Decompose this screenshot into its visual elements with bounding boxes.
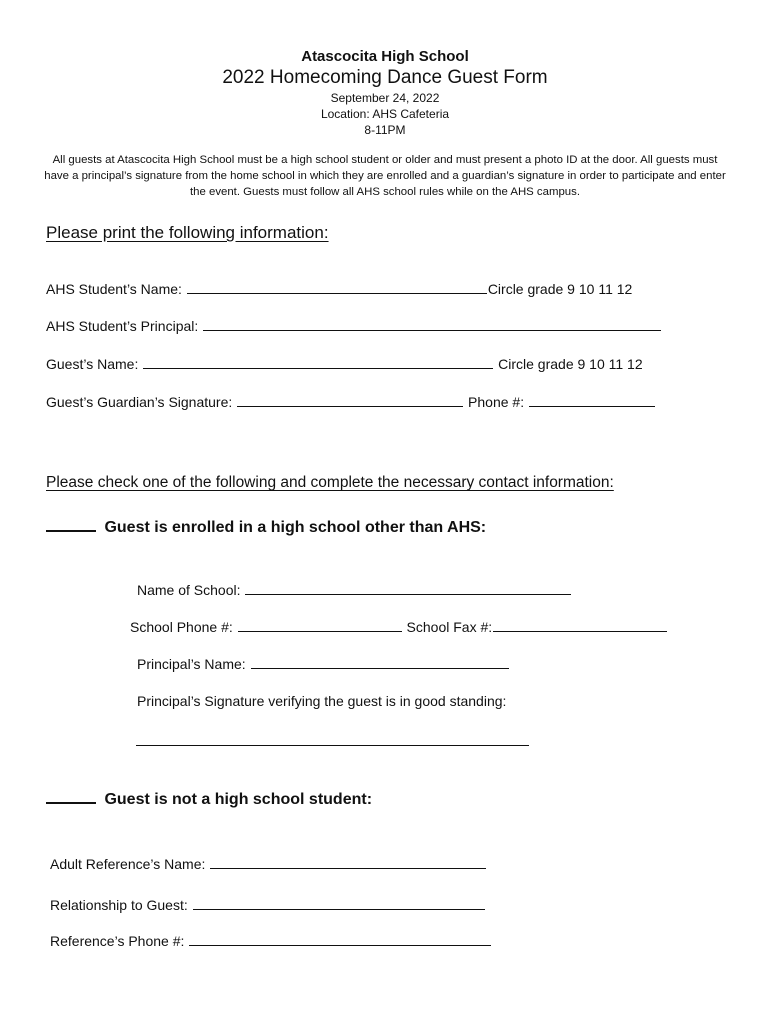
print-heading: Please print the following information: [46,223,329,242]
reference-name-blank[interactable] [210,856,486,869]
event-time: 8-11PM [364,123,406,137]
circle-grade-student: Circle grade 9 10 11 12 [487,281,633,297]
student-principal-row [46,318,662,334]
reference-phone-blank[interactable] [189,933,491,946]
reference-phone-label: Reference’s Phone #: [50,933,185,949]
school-name-label: Name of School: [137,582,241,598]
event-date: September 24, 2022 [330,91,440,105]
option-adult-row [46,790,372,809]
student-principal-label: AHS Student’s Principal: [46,318,199,334]
student-principal-blank[interactable] [203,318,661,331]
school-name-blank[interactable] [245,582,571,595]
school-name-row [137,582,572,598]
form-title: 2022 Homecoming Dance Guest Form [222,67,548,88]
principal-name-row [137,656,510,672]
guardian-signature-label: Guest’s Guardian’s Signature: [46,394,233,410]
principal-signature-blank[interactable] [136,745,529,746]
phone-label: Phone #: [468,394,525,410]
student-name-blank[interactable] [187,281,487,294]
principal-name-label: Principal’s Name: [137,656,246,672]
school-fax-label: School Fax #: [406,619,493,635]
school-name: Atascocita High School [301,48,469,65]
school-phone-blank[interactable] [238,619,402,632]
school-phone-fax-row [130,619,668,635]
guest-name-label: Guest’s Name: [46,356,139,372]
option-hs-checkbox[interactable] [46,518,96,532]
option-adult-checkbox[interactable] [46,790,96,804]
phone-blank[interactable] [529,394,655,407]
guest-name-row [46,356,643,372]
reference-name-label: Adult Reference’s Name: [50,856,206,872]
check-heading: Please check one of the following and complete the necessary contact information: [46,474,614,491]
guest-name-blank[interactable] [143,356,493,369]
guardian-signature-blank[interactable] [237,394,463,407]
school-phone-label: School Phone #: [130,619,233,635]
student-name-label: AHS Student’s Name: [46,281,182,297]
relationship-label: Relationship to Guest: [50,897,188,913]
option-hs-row [46,518,486,537]
principal-name-blank[interactable] [251,656,509,669]
option-adult-label: Guest is not a high school student: [104,791,373,808]
school-fax-blank[interactable] [493,619,667,632]
relationship-blank[interactable] [193,897,485,910]
relationship-row [50,897,486,913]
guardian-signature-row [46,394,656,410]
student-name-row [46,281,632,297]
intro-paragraph: All guests at Atascocita High School must be a high school student or older and must present a photo ID at the door. All guests must have a principal’s signature from the home school in which they are enrolled and a guardian’s signature in order to participate and enter the event. Guests must follow all AHS school rules while on the AHS campus. [44,154,726,198]
principal-signature-label: Principal’s Signature verifying the guest is in good standing: [137,693,507,709]
option-hs-label: Guest is enrolled in a high school other than AHS: [104,519,487,536]
reference-phone-row [50,933,492,949]
circle-grade-guest: Circle grade 9 10 11 12 [498,356,643,372]
reference-name-row [50,856,487,872]
event-location: Location: AHS Cafeteria [320,107,450,121]
